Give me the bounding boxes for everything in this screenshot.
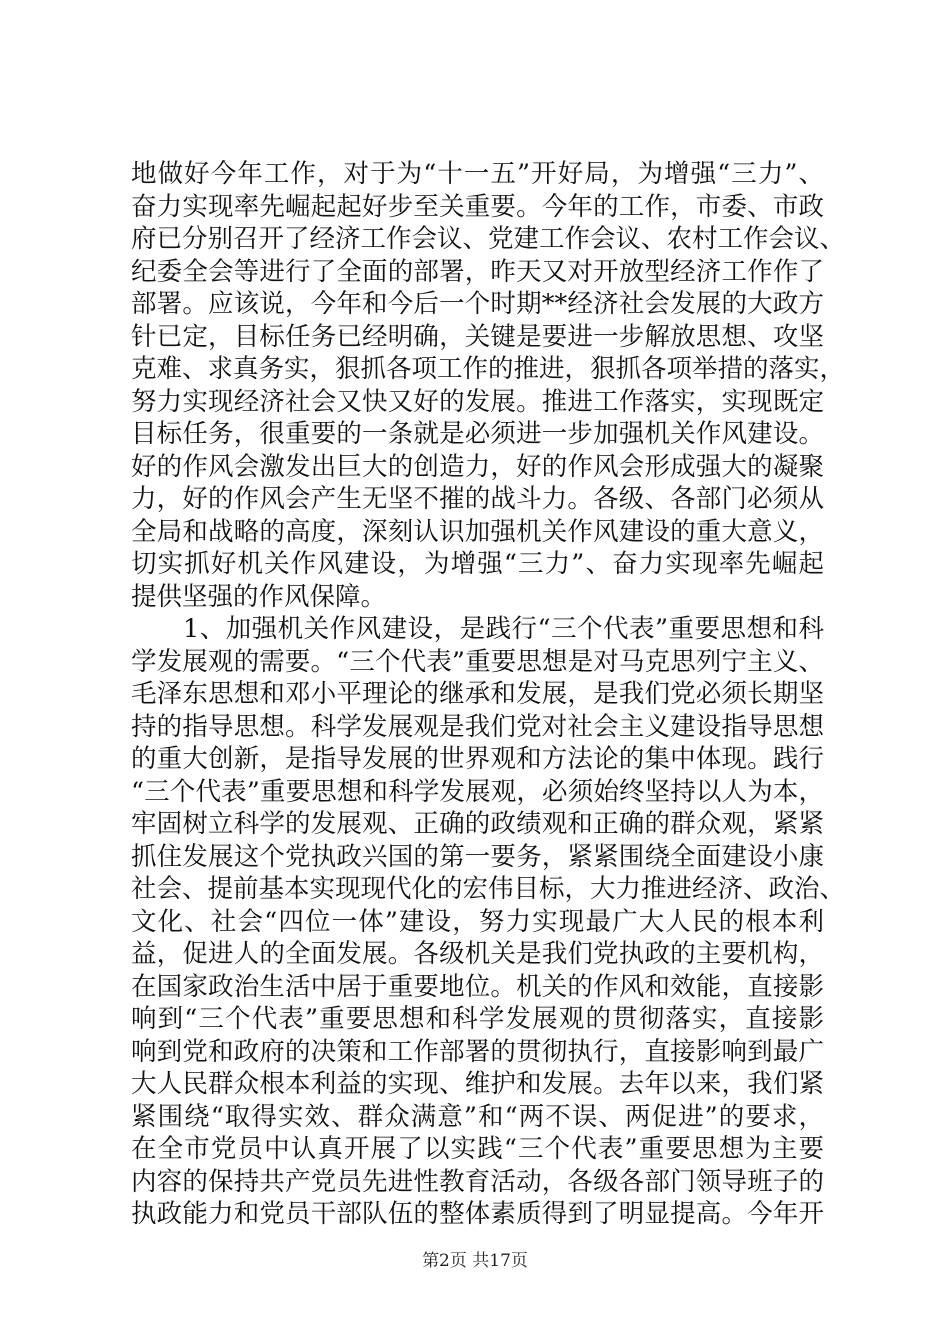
text-line: 学发展观的需要。“三个代表”重要思想是对马克思列宁主义、 xyxy=(131,646,824,677)
text-line: 益，促进人的全面发展。各级机关是我们党执政的主要机构， xyxy=(131,939,824,969)
text-line: 好的作风会激发出巨大的创造力，好的作风会形成强大的凝聚 xyxy=(131,451,824,482)
text-line: 大人民群众根本利益的实现、维护和发展。去年以来，我们紧 xyxy=(131,1069,824,1099)
text-line: 针已定，目标任务已经明确，关键是要进一步解放思想、攻坚 xyxy=(131,321,824,352)
text-line: 抓住发展这个党执政兴国的第一要务，紧紧围绕全面建设小康 xyxy=(131,841,824,872)
paragraph-2 xyxy=(131,613,846,1231)
text-line: 持的指导思想。科学发展观是我们党对社会主义建设指导思想 xyxy=(131,711,824,742)
text-line: 府已分别召开了经济工作会议、党建工作会议、农村工作会议、 xyxy=(131,224,846,254)
text-line: 执政能力和党员干部队伍的整体素质得到了明显提高。今年开 xyxy=(131,1199,824,1229)
text-line: 力，好的作风会产生无坚不摧的战斗力。各级、各部门必须从 xyxy=(131,484,824,514)
paragraph-1 xyxy=(131,158,846,613)
text-line: 全局和战略的高度，深刻认识加强机关作风建设的重大意义， xyxy=(131,516,824,547)
text-line: 奋力实现率先崛起起好步至关重要。今年的工作，市委、市政 xyxy=(131,191,824,222)
text-line: 切实抓好机关作风建设，为增强“三力”、奋力实现率先崛起 xyxy=(131,549,824,579)
text-line: 响到党和政府的决策和工作部署的贯彻执行，直接影响到最广 xyxy=(131,1036,824,1067)
text-line: 克难、求真务实，狠抓各项工作的推进，狠抓各项举措的落实， xyxy=(131,354,846,384)
page-number-footer: 第2页 共17页 xyxy=(422,1251,528,1271)
text-line: 文化、社会“四位一体”建设，努力实现最广大人民的根本利 xyxy=(131,906,824,937)
text-line: 在全市党员中认真开展了以实践“三个代表”重要思想为主要 xyxy=(131,1134,824,1164)
text-line: 目标任务，很重要的一条就是必须进一步加强机关作风建设。 xyxy=(131,419,824,449)
text-line: “三个代表”重要思想和科学发展观，必须始终坚持以人为本， xyxy=(131,776,824,807)
text-line: 内容的保持共产党员先进性教育活动，各级各部门领导班子的 xyxy=(131,1166,824,1197)
text-line: 地做好今年工作，对于为“十一五”开好局，为增强“三力”、 xyxy=(131,159,824,189)
text-line: 紧围绕“取得实效、群众满意”和“两不误、两促进”的要求， xyxy=(131,1101,824,1132)
text-line: 响到“三个代表”重要思想和科学发展观的贯彻落实，直接影 xyxy=(131,1004,824,1034)
text-line: 提供坚强的作风保障。 xyxy=(131,581,387,612)
text-line: 的重大创新，是指导发展的世界观和方法论的集中体现。践行 xyxy=(131,744,824,774)
text-line: 在国家政治生活中居于重要地位。机关的作风和效能，直接影 xyxy=(131,971,824,1002)
text-line: 纪委全会等进行了全面的部署，昨天又对开放型经济工作作了 xyxy=(131,256,824,287)
text-line: 1、加强机关作风建设，是践行“三个代表”重要思想和科 xyxy=(183,614,824,644)
text-line: 毛泽东思想和邓小平理论的继承和发展，是我们党必须长期坚 xyxy=(131,679,824,709)
text-line: 努力实现经济社会又快又好的发展。推进工作落实，实现既定 xyxy=(131,386,824,417)
text-line: 牢固树立科学的发展观、正确的政绩观和正确的群众观，紧紧 xyxy=(131,809,824,839)
text-line: 社会、提前基本实现现代化的宏伟目标，大力推进经济、政治、 xyxy=(131,874,846,904)
document-body xyxy=(131,158,846,1231)
text-line: 部署。应该说，今年和今后一个时期**经济社会发展的大政方 xyxy=(131,289,824,319)
